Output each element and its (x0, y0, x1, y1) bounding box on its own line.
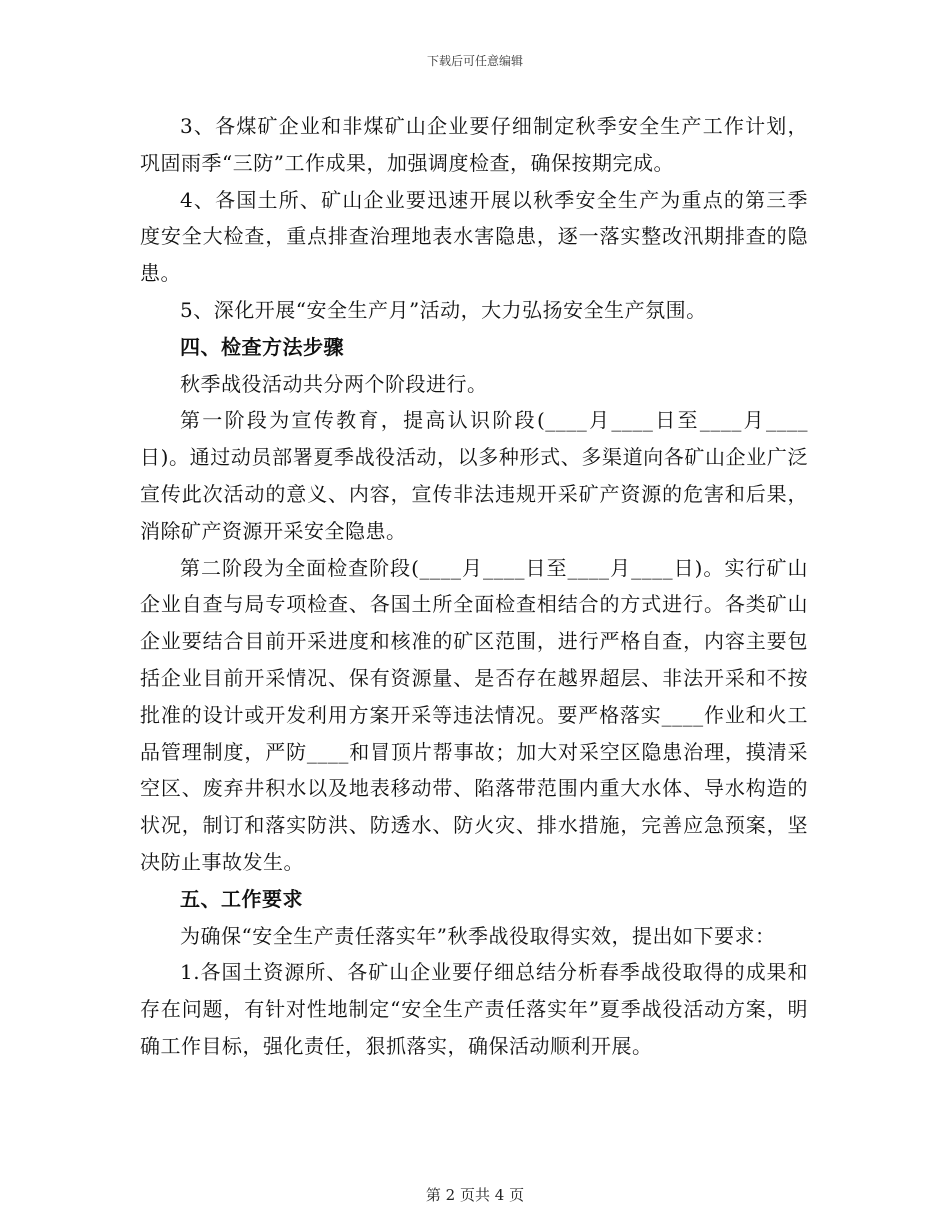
page-number: 第 2 页共 4 页 (425, 1186, 525, 1204)
page-header: 下载后可任意编辑 (426, 54, 523, 68)
section-heading-work-requirements: 五、工作要求 (180, 886, 303, 911)
paragraph-item-5: 5、深化开展“安全生产月”活动，大力弘扬安全生产氛围。 (180, 297, 707, 322)
document-body (140, 108, 808, 1065)
section-heading-inspection-method: 四、检查方法步骤 (180, 334, 344, 359)
paragraph-phase-one: 第一阶段为宣传教育，提高认识阶段(____月____日至____月____日)。通过动员部署夏季战役活动，以多种形式、多渠道向各矿山企业广泛宣传此次活动的意义、内容，宣传非法违规开采矿产资源的危害和后果，消除矿产资源开采安全隐患。 (140, 408, 808, 543)
paragraph-phases-intro: 秋季战役活动共分两个阶段进行。 (180, 371, 488, 396)
paragraph-phase-two: 第二阶段为全面检查阶段(____月____日至____月____日)。实行矿山企业自查与局专项检查、各国土所全面检查相结合的方式进行。各类矿山企业要结合目前开采进度和核准的矿区范围，进行严格自查，内容主要包括企业目前开采情况、保有资源量、是否存在越界超层、非法开采和不按批准的设计或开发利用方案开采等违法情况。要严格落实____作业和火工品管理制度，严防____和冒顶片帮事故；加大对采空区隐患治理，摸清采空区、废弃井积水以及地表移动带、陷落带范围内重大水体、导水构造的状况，制订和落实防洪、防透水、防火灾、排水措施，完善应急预案，坚决防止事故发生。 (140, 555, 808, 874)
paragraph-requirements-intro: 为确保“安全生产责任落实年”秋季战役取得实效，提出如下要求： (180, 923, 776, 948)
paragraph-item-4: 4、各国土所、矿山企业要迅速开展以秋季安全生产为重点的第三季度安全大检查，重点排查治理地表水害隐患，逐一落实整改汛期排查的隐患。 (140, 187, 808, 286)
paragraph-requirement-1: 1.各国土资源所、各矿山企业要仔细总结分析春季战役取得的成果和存在问题，有针对性地制定“安全生产责任落实年”夏季战役活动方案，明确工作目标，强化责任，狠抓落实，确保活动顺利开展。 (140, 960, 808, 1058)
paragraph-item-3: 3、各煤矿企业和非煤矿山企业要仔细制定秋季安全生产工作计划，巩固雨季“三防”工作成果，加强调度检查，确保按期完成。 (140, 114, 808, 175)
